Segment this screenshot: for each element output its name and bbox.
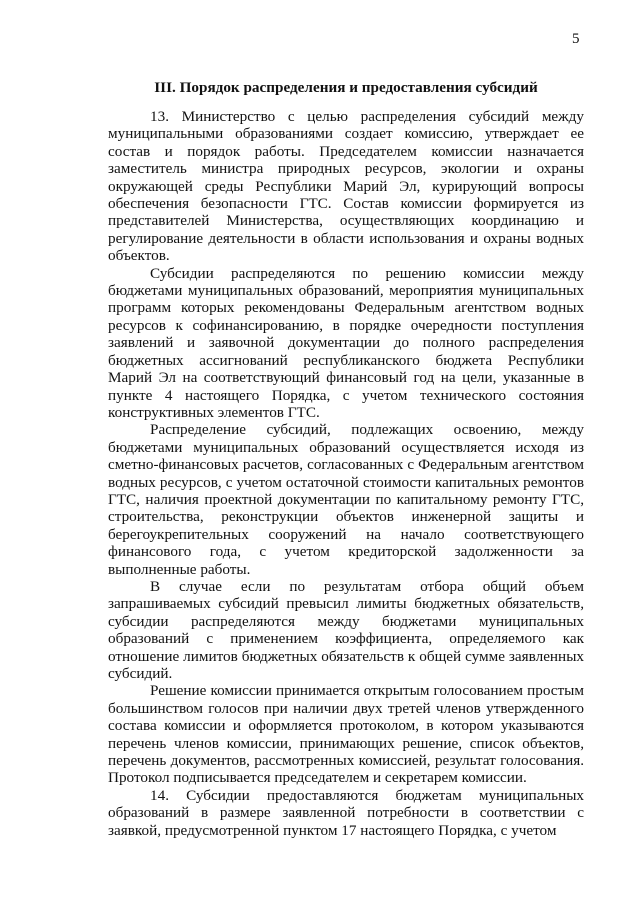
paragraph-13: 13. Министерство с целью распределения субсидий между муниципальными образованиями создает комиссию, утверждает ее состав и порядок работы. Председателем комиссии назначается заместитель министра природных ресурсов, экологии и охраны окружающей среды Республики Марий Эл, курирующий вопросы обеспечения безопасности ГТС. Состав комиссии формируется из представителей Министерства, осуществляющих координацию и регулирование деятельности в области использования и охраны водных объектов. bbox=[108, 108, 584, 265]
paragraph-coefficient: В случае если по результатам отбора общий объем запрашиваемых субсидий превысил лимиты бюджетных обязательств, субсидии распределяются между бюджетами муниципальных образований с применением коэффициента, определяемого как отношение лимитов бюджетных обязательств к общей сумме заявленных субсидий. bbox=[108, 577, 584, 682]
section-title: III. Порядок распределения и предоставления субсидий bbox=[154, 79, 538, 96]
paragraph-distribution: Субсидии распределяются по решению комиссии между бюджетами муниципальных образований, мероприятия муниципальных программ которых рекомендованы Федеральным агентством водных ресурсов к софинансированию, в порядке очередности поступления заявлений и заявочной документации до полного распределения бюджетных ассигнований республиканского бюджета Республики Марий Эл на соответствующий финансовый год на цели, указанные в пункте 4 настоящего Порядка, с учетом технического состояния конструктивных элементов ГТС. bbox=[108, 264, 584, 421]
paragraph-allocation: Распределение субсидий, подлежащих освоению, между бюджетами муниципальных образований осуществляется исходя из сметно-финансовых расчетов, согласованных с Федеральным агентством водных ресурсов, с учетом остаточной стоимости капитальных ремонтов ГТС, наличия проектной документации по капитальному ремонту ГТС, строительства, реконструкции объектов инженерной защиты и берегоукрепительных сооружений на начало соответствующего финансового года, с учетом кредиторской задолженности за выполненные работы. bbox=[108, 421, 584, 578]
body-text bbox=[108, 108, 584, 839]
page-number: 5 bbox=[572, 31, 580, 47]
paragraph-commission-decision: Решение комиссии принимается открытым голосованием простым большинством голосов при наличии двух третей членов утвержденного состава комиссии и оформляется протоколом, в котором указываются перечень членов комиссии, принимающих решение, список объектов, перечень документов, рассмотренных комиссией, результат голосования. Протокол подписывается председателем и секретарем комиссии. bbox=[108, 682, 584, 787]
paragraph-14: 14. Субсидии предоставляются бюджетам муниципальных образований в размере заявленной потребности в соответствии с заявкой, предусмотренной пунктом 17 настоящего Порядка, с учетом bbox=[108, 786, 584, 839]
